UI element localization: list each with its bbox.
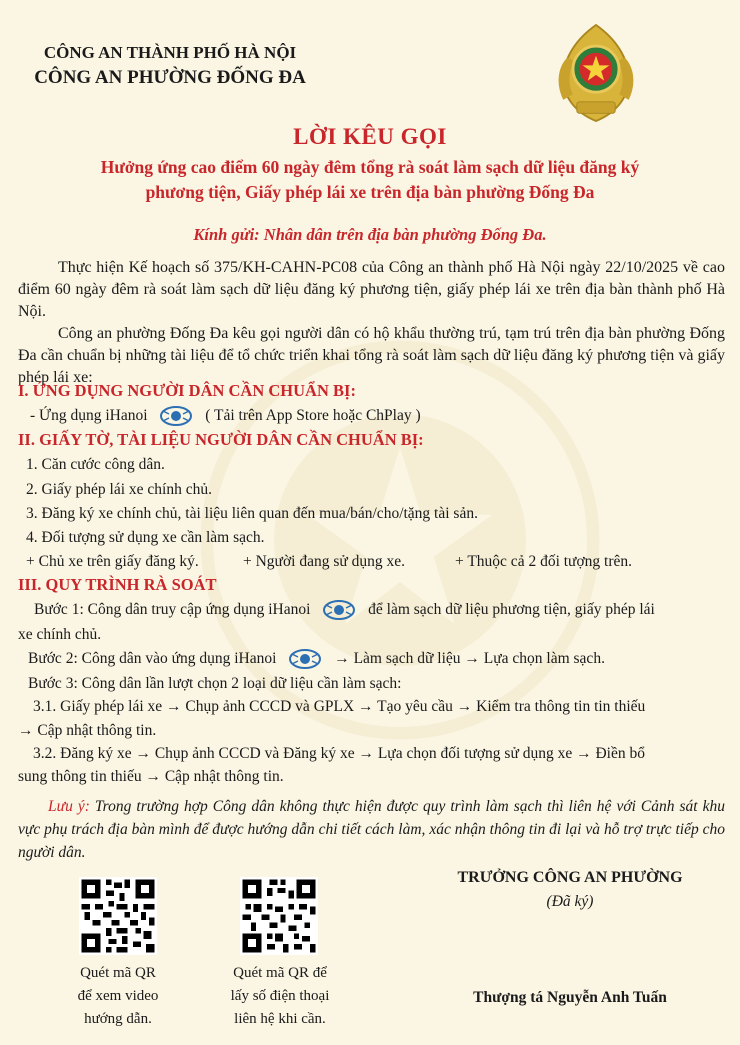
- step-3-2-line: 3.2. Đăng ký xe → Chụp ảnh CCCD và Đăng ký xe → Lựa chọn đối tượng sử dụng xe → Điền bổ: [33, 745, 645, 762]
- greeting: Kính gửi: Nhân dân trên địa bàn phường Đống Đa.: [193, 225, 547, 244]
- ihanoi-app-icon: [322, 599, 356, 621]
- step-3-line: Bước 3: Công dân lần lượt chọn 2 loại dữ liệu cần làm sạch:: [28, 675, 402, 692]
- org-name-ward: CÔNG AN PHƯỜNG ĐỐNG ĐA: [34, 67, 306, 88]
- note-text: Trong trường hợp Công dân không thực hiện được quy trình làm sạch thì liên hệ với Cảnh sát khu vực phụ trách địa bàn mình để được hướng dẫn chi tiết cách làm, xác nhận thông tin đi lại và hỗ trợ trực tiếp cho người dân.: [18, 798, 725, 861]
- user-type-option: + Chủ xe trên giấy đăng ký.: [26, 553, 199, 570]
- qr-caption-line: hướng dẫn.: [84, 1011, 152, 1027]
- document-item: 3. Đăng ký xe chính chủ, tài liệu liên quan đến mua/bán/cho/tặng tài sản.: [26, 505, 478, 522]
- qr-caption-line: liên hệ khi cần.: [234, 1011, 326, 1027]
- qr-caption-line: lấy số điện thoại: [230, 988, 330, 1004]
- document-item: 1. Căn cước công dân.: [26, 456, 165, 473]
- ihanoi-app-icon: [288, 648, 322, 670]
- signatory-name: Thượng tá Nguyễn Anh Tuấn: [473, 989, 667, 1006]
- app-requirement-line: [30, 405, 421, 427]
- step-3-1-continuation: → Cập nhật thông tin.: [18, 722, 157, 739]
- step-2-line: [28, 648, 605, 670]
- step-1-line: [34, 599, 655, 621]
- app-download-note: ( Tải trên App Store hoặc ChPlay ): [205, 407, 421, 424]
- signed-status: (Đã ký): [546, 893, 594, 910]
- qr-caption-line: Quét mã QR: [80, 965, 156, 981]
- section-1-heading: I. ỨNG DỤNG NGƯỜI DÂN CẦN CHUẨN BỊ:: [18, 381, 356, 400]
- qr-code-icon[interactable]: [240, 877, 318, 955]
- notice-subtitle-line2: phương tiện, Giấy phép lái xe trên địa bàn phường Đống Đa: [145, 182, 595, 202]
- step-1-text: Bước 1: Công dân truy cập ứng dụng iHanoi: [34, 601, 311, 618]
- org-name-city: CÔNG AN THÀNH PHỐ HÀ NỘI: [43, 43, 297, 62]
- qr-caption-line: để xem video: [77, 988, 159, 1004]
- intro-paragraph-2: Công an phường Đống Đa kêu gọi người dân có hộ khẩu thường trú, tạm trú trên địa bàn phường Đống Đa cần chuẩn bị những tài liệu để tổ chức triển khai tổng rà soát làm sạch dữ liệu đăng ký phương tiện và giấy phép lái xe:: [18, 325, 725, 386]
- user-type-option: + Thuộc cả 2 đối tượng trên.: [455, 553, 633, 570]
- step-1-text-cont: để làm sạch dữ liệu phương tiện, giấy phép lái: [368, 601, 655, 618]
- section-3-heading: III. QUY TRÌNH RÀ SOÁT: [18, 575, 217, 594]
- step-2-text: Bước 2: Công dân vào ứng dụng iHanoi: [28, 650, 277, 667]
- qr-caption-phone: [215, 962, 345, 1031]
- signatory-title: TRƯỞNG CÔNG AN PHƯỜNG: [457, 869, 683, 886]
- notice-title: LỜI KÊU GỌI: [293, 124, 447, 149]
- qr-caption-video: [53, 962, 183, 1031]
- notice-subtitle-line1: Hưởng ứng cao điểm 60 ngày đêm tổng rà soát làm sạch dữ liệu đăng ký: [100, 157, 640, 177]
- qr-caption-line: Quét mã QR để: [233, 965, 327, 981]
- step-1-continuation: xe chính chủ.: [18, 626, 102, 643]
- intro-paragraph-1: Thực hiện Kế hoạch số 375/KH-CAHN-PC08 của Công an thành phố Hà Nội ngày 22/10/2025 về cao điểm 60 ngày đêm rà soát làm sạch dữ liệu đăng ký phương tiện, giấy phép lái xe trên địa bàn thành phố Hà Nội.: [18, 259, 725, 320]
- police-emblem-icon: [548, 18, 644, 128]
- section-2-heading: II. GIẤY TỜ, TÀI LIỆU NGƯỜI DÂN CẦN CHUẨN BỊ:: [18, 430, 424, 449]
- ihanoi-app-icon: [159, 405, 193, 427]
- app-name-text: - Ứng dụng iHanoi: [30, 407, 148, 424]
- document-item: 4. Đối tượng sử dụng xe cần làm sạch.: [26, 529, 265, 546]
- document-item: 2. Giấy phép lái xe chính chủ.: [26, 481, 212, 498]
- step-3-2-continuation: sung thông tin thiếu → Cập nhật thông tin.: [18, 768, 284, 785]
- note-label: Lưu ý:: [48, 798, 90, 815]
- qr-code-icon[interactable]: [79, 877, 157, 955]
- user-type-option: + Người đang sử dụng xe.: [243, 553, 406, 570]
- note-paragraph: [18, 795, 725, 864]
- step-2-text-cont: → Làm sạch dữ liệu → Lựa chọn làm sạch.: [334, 650, 605, 667]
- step-3-1-line: 3.1. Giấy phép lái xe → Chụp ảnh CCCD và GPLX → Tạo yêu cầu → Kiểm tra thông tin tin thiếu: [33, 698, 646, 715]
